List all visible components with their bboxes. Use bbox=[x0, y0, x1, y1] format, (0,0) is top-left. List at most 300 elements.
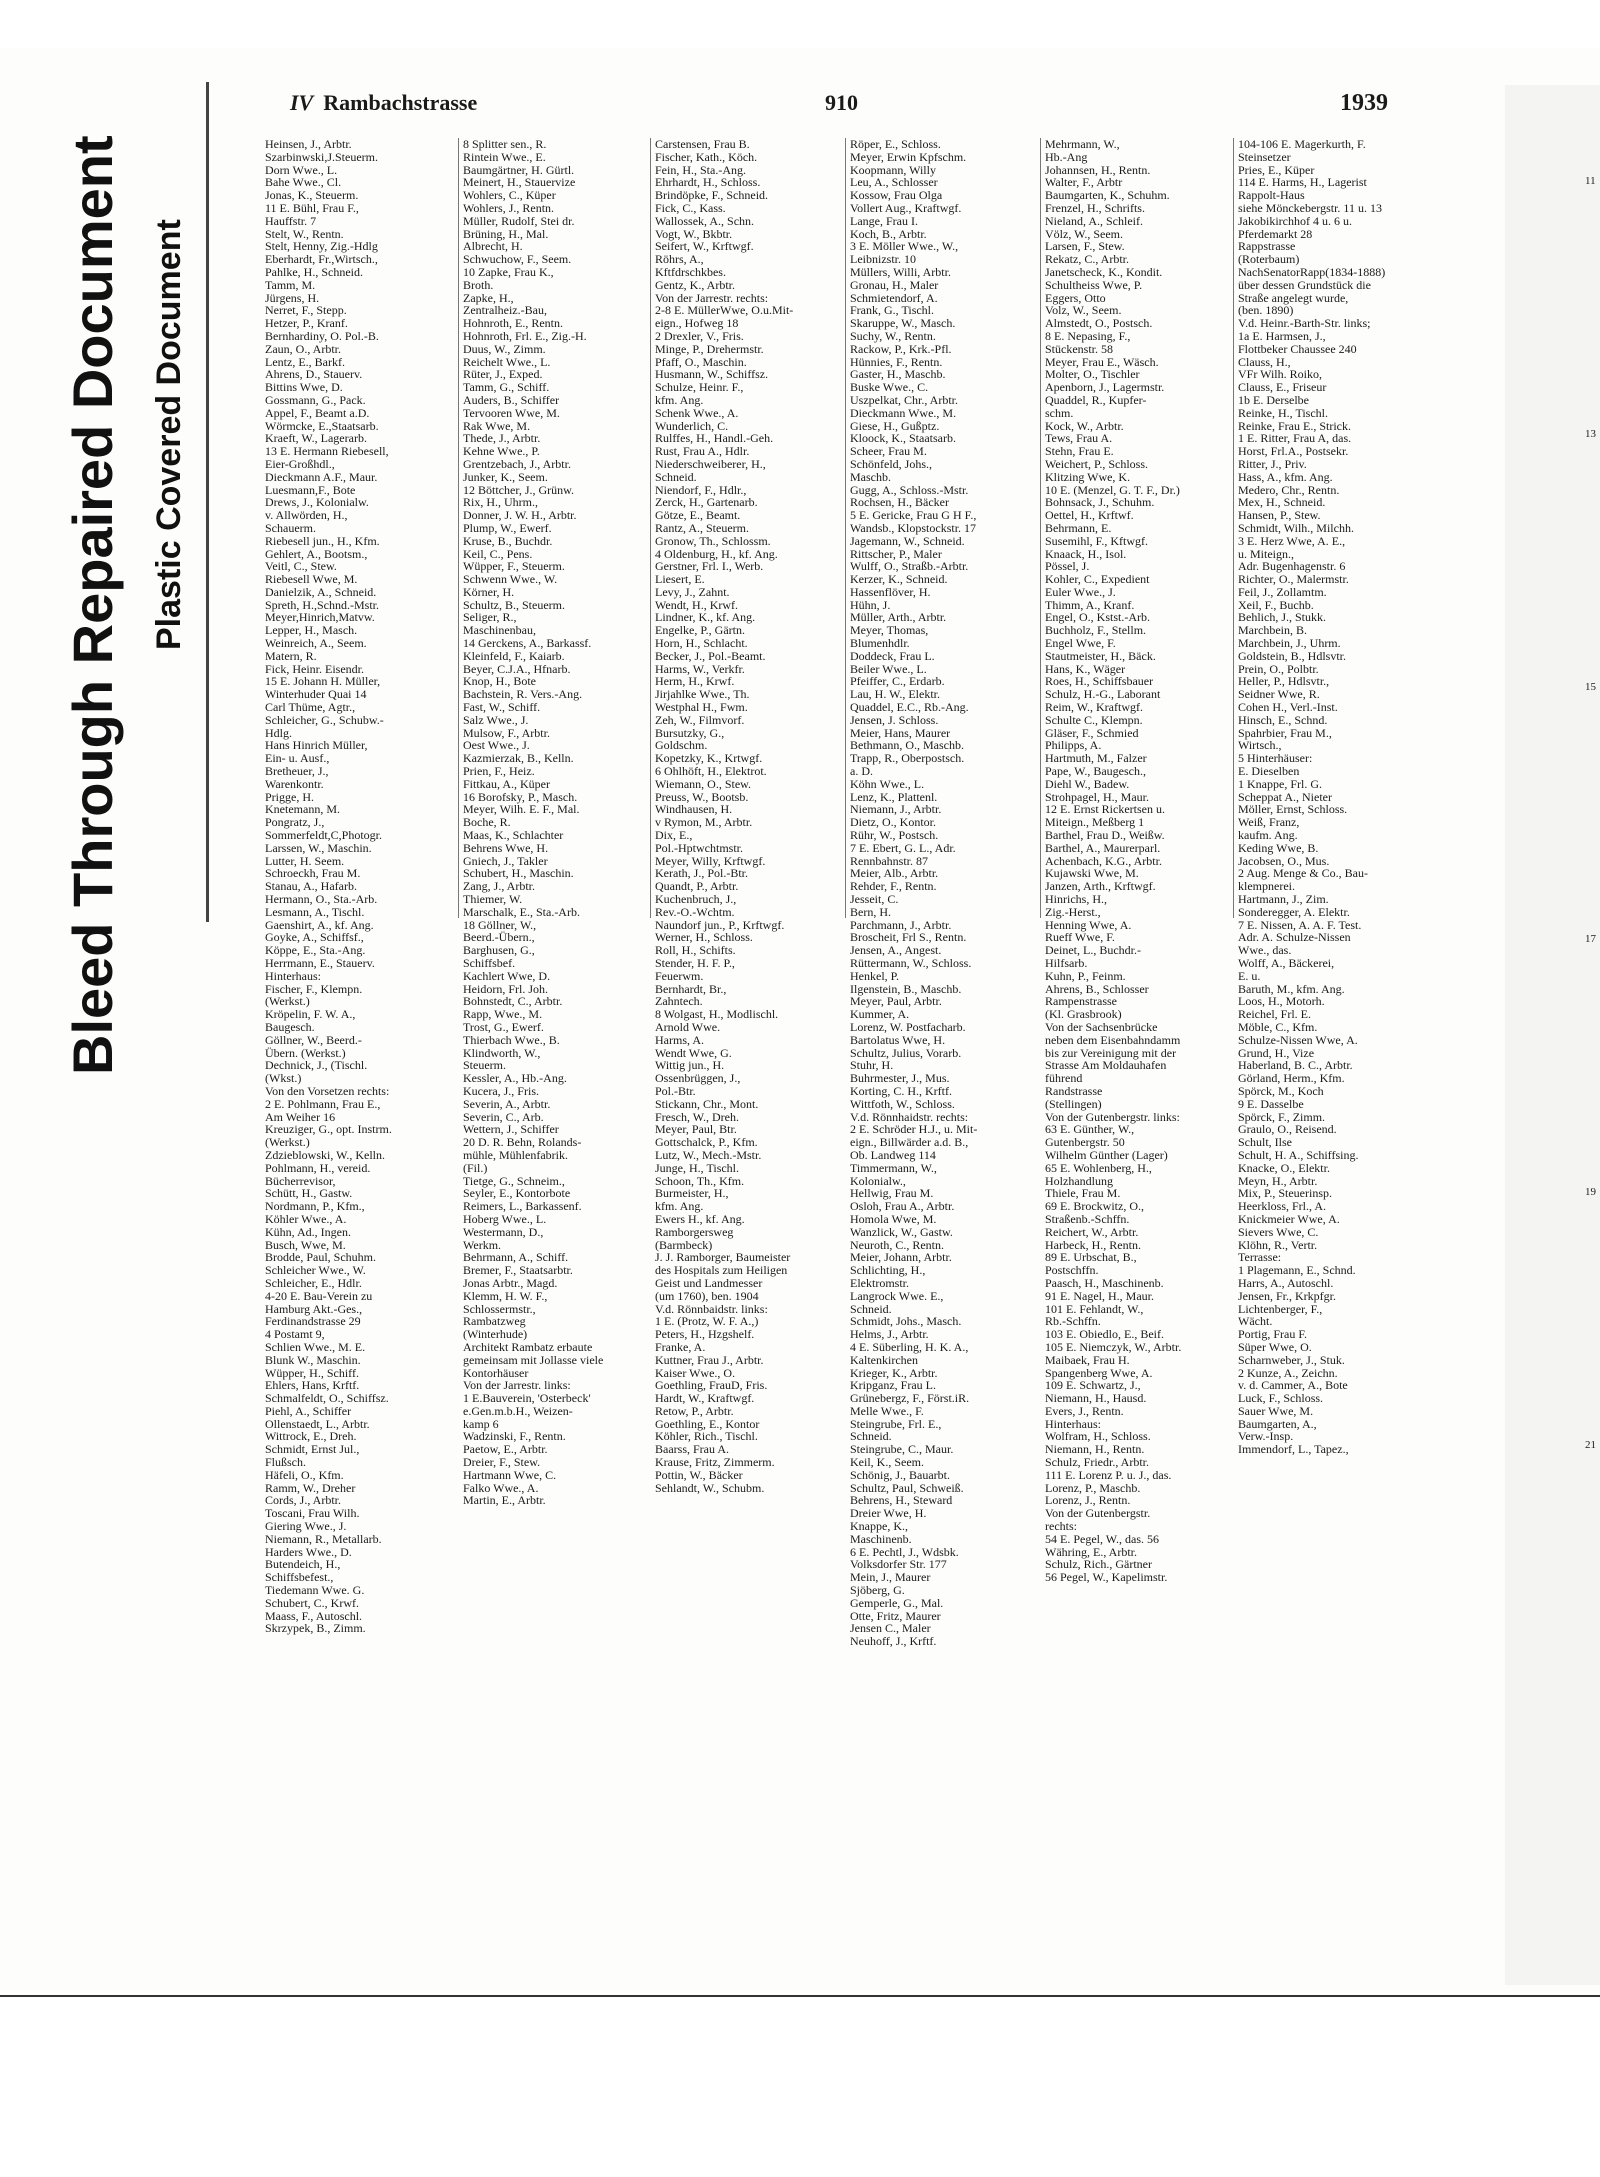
directory-entry: Bücherrevisor, bbox=[265, 1173, 336, 1188]
directory-entry: Rehder, F., Rentn. bbox=[850, 879, 937, 894]
directory-entry: 91 E. Nagel, H., Maur. bbox=[1045, 1288, 1154, 1303]
directory-entry: Tews, Frau A. bbox=[1045, 431, 1113, 446]
directory-entry: Plump, W., Ewerf. bbox=[463, 520, 552, 535]
directory-entry: Meyer, Thomas, bbox=[850, 623, 929, 638]
directory-entry: 9 E. Dasselbe bbox=[1238, 1096, 1304, 1111]
directory-entry: Stückenstr. 58 bbox=[1045, 341, 1113, 356]
directory-entry: Kopetzky, K., Krtwgf. bbox=[655, 751, 763, 766]
directory-entry: Evers, J., Rentn. bbox=[1045, 1403, 1124, 1418]
header-street-name: Rambachstrasse bbox=[323, 90, 478, 115]
directory-entry: Hinterhaus: bbox=[265, 968, 321, 983]
directory-entry: Fick, Heinr. Eisendr. bbox=[265, 661, 364, 676]
directory-entry: Flußsch. bbox=[265, 1455, 307, 1470]
directory-entry: Beiler Wwe., L. bbox=[850, 661, 927, 676]
directory-entry: Göllner, W., Beerd.- bbox=[265, 1032, 362, 1047]
directory-entry: Dix, E., bbox=[655, 828, 693, 843]
directory-entry: Meinert, H., Stauervize bbox=[463, 175, 576, 190]
directory-entry: Eggers, Otto bbox=[1045, 290, 1106, 305]
directory-entry: Bohnstedt, C., Arbtr. bbox=[463, 994, 563, 1009]
directory-entry: Buhrmester, J., Mus. bbox=[850, 1071, 950, 1086]
directory-entry: Rackow, P., Krk.-Pfl. bbox=[850, 341, 952, 356]
directory-entry: Niemann, H., Rentn. bbox=[1045, 1442, 1145, 1457]
directory-entry: 4 E. Süberling, H. K. A., bbox=[850, 1339, 969, 1354]
directory-entry: Tietge, G., Schneim., bbox=[463, 1173, 565, 1188]
directory-entry: Pottin, W., Bäcker bbox=[655, 1467, 743, 1482]
directory-entry: Jakobikirchhof 4 u. 6 u. bbox=[1238, 213, 1352, 228]
directory-entry: Spangenberg Wwe, A. bbox=[1045, 1365, 1153, 1380]
directory-entry: Vogt, W., Bkbtr. bbox=[655, 226, 733, 241]
directory-entry: Schmalfeldt, O., Schiffsz. bbox=[265, 1391, 389, 1406]
directory-entry: Clauss, H., bbox=[1238, 354, 1291, 369]
directory-entry: Schubert, C., Krwf. bbox=[265, 1595, 359, 1610]
directory-entry: Steuerm. bbox=[463, 1058, 506, 1073]
directory-entry: Heerkloss, Frl., A. bbox=[1238, 1199, 1326, 1214]
directory-entry: Hinsch, E., Schnd. bbox=[1238, 712, 1328, 727]
directory-entry: Kuttner, Frau J., Arbtr. bbox=[655, 1352, 764, 1367]
directory-entry: 5 E. Gericke, Frau G H F., bbox=[850, 508, 977, 523]
directory-entry: v Rymon, M., Arbtr. bbox=[655, 815, 753, 830]
directory-entry: Maibaek, Frau H. bbox=[1045, 1352, 1130, 1367]
directory-entry: (um 1760), ben. 1904 bbox=[655, 1288, 759, 1303]
directory-entry: Schroeckh, Frau M. bbox=[265, 866, 361, 881]
directory-entry: Hinterhaus: bbox=[1045, 1416, 1101, 1431]
directory-entry: 1 E. Ritter, Frau A, das. bbox=[1238, 431, 1352, 446]
directory-entry: Volz, W., Seem. bbox=[1045, 303, 1122, 318]
directory-entry: Rennbahnstr. 87 bbox=[850, 853, 928, 868]
directory-entry: Knickmeier Wwe, A. bbox=[1238, 1211, 1340, 1226]
directory-entry: Barghusen, G., bbox=[463, 943, 535, 958]
directory-entry: Barthel, A., Maurerparl. bbox=[1045, 840, 1161, 855]
directory-entry: Harms, W., Verkfr. bbox=[655, 661, 745, 676]
directory-entry: Schult, H. A., Schiffsing. bbox=[1238, 1147, 1359, 1162]
directory-entry: Kaltenkirchen bbox=[850, 1352, 918, 1367]
directory-entry: Harms, A. bbox=[655, 1032, 704, 1047]
directory-entry: Wallossek, A., Schn. bbox=[655, 213, 755, 228]
directory-entry: Jonas Arbtr., Magd. bbox=[463, 1275, 558, 1290]
directory-entry: Häfeli, O., Kfm. bbox=[265, 1467, 344, 1482]
directory-entry: Nerret, F., Stepp. bbox=[265, 303, 347, 318]
directory-entry: Rittscher, P., Maler bbox=[850, 546, 942, 561]
directory-entry: Zdzieblowski, W., Kelln. bbox=[265, 1147, 385, 1162]
directory-entry: Hellwig, Frau M. bbox=[850, 1186, 934, 1201]
plastic-covered-label: Plastic Covered Document bbox=[150, 219, 188, 650]
directory-entry: Meier, Hans, Maurer bbox=[850, 725, 951, 740]
directory-entry: Rochsen, H., Bäcker bbox=[850, 495, 949, 510]
directory-entry: Behrmann, E. bbox=[1045, 520, 1112, 535]
directory-entry: Skrzypek, B., Zimm. bbox=[265, 1621, 366, 1636]
directory-entry: Hoberg Wwe., L. bbox=[463, 1211, 547, 1226]
directory-entry: Kraeft, W., Lagerarb. bbox=[265, 431, 367, 446]
directory-entry: Schwuchow, F., Seem. bbox=[463, 252, 572, 267]
directory-entry: Schneid. bbox=[850, 1301, 892, 1316]
directory-entry: Frank, G., Tischl. bbox=[850, 303, 935, 318]
directory-entry: Wandsb., Klopstockstr. 17 bbox=[850, 520, 977, 535]
adjacent-fragment: 19 bbox=[1585, 1186, 1596, 1199]
directory-entry: Peters, H., Hzgshelf. bbox=[655, 1327, 755, 1342]
directory-entry: Ossenbrüggen, J., bbox=[655, 1071, 741, 1086]
directory-entry: Kloock, K., Staatsarb. bbox=[850, 431, 956, 446]
directory-entry: Fittkau, A., Küper bbox=[463, 776, 550, 791]
directory-entry: Gehlert, A., Bootsm., bbox=[265, 546, 368, 561]
directory-entry: Broth. bbox=[463, 277, 494, 292]
directory-entry: Weiß, Franz, bbox=[1238, 815, 1300, 830]
directory-entry: Keil, C., Pens. bbox=[463, 546, 533, 561]
directory-entry: (Wkst.) bbox=[265, 1071, 302, 1086]
directory-entry: Bahe Wwe., Cl. bbox=[265, 175, 342, 190]
directory-entry: Mulsow, F., Arbtr. bbox=[463, 725, 550, 740]
directory-entry: Pol.-Btr. bbox=[655, 1083, 696, 1098]
directory-entry: Nieland, A., Schleif. bbox=[1045, 213, 1143, 228]
directory-entry: Hinrichs, H., bbox=[1045, 892, 1107, 907]
directory-entry: Gläser, F., Schmied bbox=[1045, 725, 1139, 740]
directory-entry: Prien, F., Heiz. bbox=[463, 764, 535, 779]
directory-entry: NachSenatorRapp(1834-1888) bbox=[1238, 264, 1386, 279]
directory-entry: Meyer,Hinrich,Matvw. bbox=[265, 610, 375, 625]
directory-entry: Trost, G., Ewerf. bbox=[463, 1019, 544, 1034]
directory-entry: 18 Göllner, W., bbox=[463, 917, 537, 932]
directory-entry: Bremer, F., Staatsarbtr. bbox=[463, 1263, 573, 1278]
directory-entry: Hartmann Wwe, C. bbox=[463, 1467, 557, 1482]
directory-entry: Cords, J., Arbtr. bbox=[265, 1493, 342, 1508]
directory-entry: Baarss, Frau A. bbox=[655, 1442, 729, 1457]
header-roman: IV bbox=[290, 90, 314, 115]
directory-entry: Homola Wwe, M. bbox=[850, 1211, 937, 1226]
directory-entry: Veitl, C., Stew. bbox=[265, 559, 337, 574]
directory-entry: Nordmann, P., Kfm., bbox=[265, 1199, 365, 1214]
directory-entry: Meier, Johann, Arbtr. bbox=[850, 1250, 952, 1265]
directory-entry: Jagemann, W., Schneid. bbox=[850, 533, 965, 548]
directory-entry: Hans Hinrich Müller, bbox=[265, 738, 368, 753]
directory-entry: Kohler, C., Expedient bbox=[1045, 572, 1150, 587]
directory-entry: Retow, P., Arbtr. bbox=[655, 1403, 734, 1418]
directory-entry: Reichert, W., Arbtr. bbox=[1045, 1224, 1139, 1239]
directory-entry: Wulff, O., Straßb.-Arbtr. bbox=[850, 559, 969, 574]
directory-entry: Brüning, H., Mal. bbox=[463, 226, 549, 241]
directory-entry: 13 E. Hermann Riebesell, bbox=[265, 444, 389, 459]
directory-entry: kfm. Ang. bbox=[655, 392, 704, 407]
directory-entry: Behrens Wwe, H. bbox=[463, 840, 549, 855]
directory-entry: 6 E. Pechtl, J., Wdsbk. bbox=[850, 1544, 959, 1559]
directory-entry: 12 E. Ernst Rickertsen u. bbox=[1045, 802, 1165, 817]
directory-entry: Knappe, K., bbox=[850, 1519, 908, 1534]
directory-entry: Schulz, Rich., Gärtner bbox=[1045, 1557, 1152, 1572]
directory-entry: Pongratz, J., bbox=[265, 815, 325, 830]
directory-entry: Meyer, Paul, Arbtr. bbox=[850, 994, 942, 1009]
directory-entry: 89 E. Urbschat, B., bbox=[1045, 1250, 1137, 1265]
directory-entry: Straße angelegt wurde, bbox=[1238, 290, 1349, 305]
directory-entry: Bartolatus Wwe, H. bbox=[850, 1032, 946, 1047]
directory-entry: Schauerm. bbox=[265, 520, 316, 535]
directory-entry: siehe Mönckebergstr. 11 u. 13 bbox=[1238, 200, 1382, 215]
directory-entry: Hühn, J. bbox=[850, 597, 891, 612]
directory-entry: Junge, H., Tischl. bbox=[655, 1160, 740, 1175]
directory-entry: Sehlandt, W., Schubm. bbox=[655, 1480, 765, 1495]
directory-entry: Falko Wwe., A. bbox=[463, 1480, 539, 1495]
header-year: 1939 bbox=[1340, 90, 1388, 116]
directory-entry: Lau, H. W., Elektr. bbox=[850, 687, 940, 702]
directory-entry: Klitzing Wwe, K. bbox=[1045, 469, 1131, 484]
directory-entry: Minge, P., Drehermstr. bbox=[655, 341, 764, 356]
directory-entry: Gutenbergstr. 50 bbox=[1045, 1135, 1125, 1150]
directory-entry: Eier-Großhdl., bbox=[265, 456, 335, 471]
directory-entry: Kleinfeld, F., Kaiarb. bbox=[463, 648, 565, 663]
directory-entry: des Hospitals zum Heiligen bbox=[655, 1263, 788, 1278]
adjacent-fragment: 13 bbox=[1585, 427, 1596, 440]
directory-entry: Gemperle, G., Mal. bbox=[850, 1595, 944, 1610]
directory-entry: Wendt, H., Krwf. bbox=[655, 597, 739, 612]
directory-entry: Buchholz, F., Stellm. bbox=[1045, 623, 1147, 638]
directory-entry: Kummer, A. bbox=[850, 1007, 910, 1022]
directory-entry: Werner, H., Schloss. bbox=[655, 930, 753, 945]
directory-entry: Stender, H. F. P., bbox=[655, 956, 735, 970]
directory-entry: Müller, Rudolf, Stei dr. bbox=[463, 213, 575, 228]
directory-entry: Strohpagel, H., Maur. bbox=[1045, 789, 1149, 804]
directory-entry: Oest Wwe., J. bbox=[463, 738, 530, 753]
directory-entry: Postschffn. bbox=[1045, 1263, 1099, 1278]
directory-entry: Baumgarten, A., bbox=[1238, 1416, 1317, 1431]
directory-entry: Beyer, C.J.A., Hfnarb. bbox=[463, 661, 571, 676]
directory-entry: Susemihl, F., Kftwgf. bbox=[1045, 533, 1149, 548]
directory-entry: Straßenb.-Schffn. bbox=[1045, 1211, 1130, 1226]
directory-entry: Kripganz, Frau L. bbox=[850, 1378, 936, 1393]
directory-entry: Riebesell jun., H., Kfm. bbox=[265, 533, 380, 548]
directory-entry: Sauer Wwe, M. bbox=[1238, 1403, 1314, 1418]
directory-entry: Ferdinandstrasse 29 bbox=[265, 1314, 361, 1329]
directory-entry: Kruse, B., Buchdr. bbox=[463, 533, 553, 548]
directory-entry: Knacke, O., Elektr. bbox=[1238, 1160, 1330, 1175]
directory-entry: Wittig jun., H. bbox=[655, 1058, 725, 1073]
directory-entry: 1a E. Harmsen, J., bbox=[1238, 328, 1326, 343]
directory-entry: Maschinenbau, bbox=[463, 623, 536, 638]
directory-entry: Wilhelm Günther (Lager) bbox=[1045, 1147, 1168, 1162]
directory-entry: 109 E. Schwartz, J., bbox=[1045, 1378, 1141, 1393]
directory-entry: Wächt. bbox=[1238, 1314, 1273, 1329]
directory-entry: 8 E. Nepasing, F., bbox=[1045, 328, 1131, 343]
directory-entry: Jürgens, H. bbox=[265, 290, 320, 305]
directory-entry: Albrecht, H. bbox=[463, 239, 523, 254]
directory-entry: Schlossermstr., bbox=[463, 1301, 536, 1316]
directory-entry: Jensen, A., Angest. bbox=[850, 943, 942, 958]
directory-entry: J. J. Ramborger, Baumeister bbox=[655, 1250, 791, 1265]
directory-entry: Klöhn, R., Vertr. bbox=[1238, 1237, 1318, 1252]
directory-entry: Meyer, Paul, Btr. bbox=[655, 1122, 737, 1137]
directory-entry: Luck, F., Schloss. bbox=[1238, 1391, 1324, 1406]
directory-entry: Henning Wwe, A. bbox=[1045, 917, 1132, 932]
directory-entry: Möller, Ernst, Schloss. bbox=[1238, 802, 1348, 817]
directory-entry: Keil, K., Seem. bbox=[850, 1455, 924, 1470]
directory-entry: Krieger, K., Arbtr. bbox=[850, 1365, 938, 1380]
directory-entry: Schultz, B., Steuerm. bbox=[463, 597, 565, 612]
directory-entry: Trapp, R., Oberpostsch. bbox=[850, 751, 965, 766]
directory-entry: Gottschalck, P., Kfm. bbox=[655, 1135, 758, 1150]
directory-entry: Parchmann, J., Arbtr. bbox=[850, 917, 952, 932]
adjacent-fragment: 15 bbox=[1585, 680, 1596, 693]
directory-entry: Lutter, H. Seem. bbox=[265, 853, 345, 868]
directory-entry: Apenborn, J., Lagermstr. bbox=[1045, 380, 1165, 395]
directory-entry: Reinke, H., Tischl. bbox=[1238, 405, 1329, 420]
directory-entry: Lutz, W., Mech.-Mstr. bbox=[655, 1147, 762, 1162]
directory-entry: Kolonialw., bbox=[850, 1173, 906, 1188]
directory-entry: Gentz, K., Arbtr. bbox=[655, 277, 735, 292]
directory-entry: Wittrock, E., Dreh. bbox=[265, 1429, 357, 1444]
directory-entry: Am Weiher 16 bbox=[265, 1109, 336, 1124]
directory-entry: Ramm, W., Dreher bbox=[265, 1480, 356, 1495]
directory-entry: Leibnizstr. 10 bbox=[850, 252, 916, 267]
directory-entry: Hauffstr. 7 bbox=[265, 213, 317, 228]
directory-entry: Stanau, A., Hafarb. bbox=[265, 879, 357, 894]
directory-entry: Zig.-Herst., bbox=[1045, 904, 1101, 919]
directory-entry: Seliger, R., bbox=[463, 610, 517, 625]
directory-entry: Larssen, W., Maschin. bbox=[265, 840, 372, 855]
directory-entry: Gerstner, Frl. I., Werb. bbox=[655, 559, 764, 574]
directory-entry: Schultz, Paul, Schweiß. bbox=[850, 1480, 964, 1495]
directory-entry: Heidorn, Frl. Joh. bbox=[463, 981, 548, 996]
directory-entry: Pfeiffer, C., Erdarb. bbox=[850, 674, 945, 689]
directory-entry: Seifert, W., Krftwgf. bbox=[655, 239, 754, 254]
directory-entry: Kessler, A., Hb.-Ang. bbox=[463, 1071, 567, 1086]
directory-entry: Behlich, J., Stukk. bbox=[1238, 610, 1327, 625]
directory-entry: Kuhn, P., Feinm. bbox=[1045, 968, 1126, 983]
directory-entry: Blunk W., Maschin. bbox=[265, 1352, 361, 1367]
directory-entry: Wohlers, C., Küper bbox=[463, 188, 556, 203]
directory-entry: Ewers H., kf. Ang. bbox=[655, 1211, 745, 1226]
directory-entry: Kehne Wwe., P. bbox=[463, 444, 540, 459]
directory-entry: Henkel, P. bbox=[850, 968, 899, 983]
directory-entry: Behrens, H., Steward bbox=[850, 1493, 953, 1508]
directory-entry: Deinet, L., Buchdr.- bbox=[1045, 943, 1141, 958]
directory-entry: Meyer, Willy, Krftwgf. bbox=[655, 853, 766, 868]
directory-entry: Szarbinwski,J.Steuerm. bbox=[265, 149, 378, 164]
directory-entry: Rapp, Wwe., M. bbox=[463, 1007, 543, 1022]
directory-entry: Rappstrasse bbox=[1238, 239, 1296, 254]
directory-entry: 16 Borofsky, P., Masch. bbox=[463, 789, 578, 804]
directory-entry: Volksdorfer Str. 177 bbox=[850, 1557, 947, 1572]
directory-entry: Diehl W., Badew. bbox=[1045, 776, 1130, 791]
directory-entry: Übern. (Werkst.) bbox=[265, 1045, 346, 1060]
directory-entry: Cohen H., Verl.-Inst. bbox=[1238, 700, 1338, 715]
directory-entry: Kontorhäuser bbox=[463, 1365, 529, 1380]
directory-entry: 2 Aug. Menge & Co., Bau- bbox=[1238, 866, 1368, 881]
directory-entry: Stuhr, H. bbox=[850, 1058, 894, 1073]
directory-entry: Scheppat A., Nieter bbox=[1238, 789, 1332, 804]
directory-entry: schm. bbox=[1045, 405, 1074, 420]
directory-entry: Danielzik, A., Schneid. bbox=[265, 584, 377, 599]
directory-entry: E. Dieselben bbox=[1238, 764, 1300, 779]
directory-entry: Haberland, B. C., Arbtr. bbox=[1238, 1058, 1353, 1073]
directory-entry: Herrmann, E., Stauerv. bbox=[265, 956, 375, 970]
directory-entry: Sjöberg, G. bbox=[850, 1583, 905, 1598]
directory-entry: Frenzel, H., Schrifts. bbox=[1045, 200, 1145, 215]
directory-entry: Stickann, Chr., Mont. bbox=[655, 1096, 759, 1111]
directory-entry: Lenz, K., Plattenl. bbox=[850, 789, 938, 804]
directory-entry: (Stellingen) bbox=[1045, 1096, 1102, 1111]
directory-entry: Goyke, A., Schiffsf., bbox=[265, 930, 364, 945]
directory-entry: (Barmbeck) bbox=[655, 1237, 713, 1252]
bleed-through-label: Bleed Through Repaired Document bbox=[61, 135, 124, 1075]
directory-entry: Rb.-Schffn. bbox=[1045, 1314, 1101, 1329]
directory-entry: Skaruppe, W., Masch. bbox=[850, 316, 956, 331]
directory-entry: Köppe, E., Sta.-Ang. bbox=[265, 943, 366, 958]
directory-entry: 7 E. Ebert, G. L., Adr. bbox=[850, 840, 956, 855]
directory-entry: Zahntech. bbox=[655, 994, 703, 1009]
directory-entry: 8 Wolgast, H., Modlischl. bbox=[655, 1007, 779, 1022]
directory-entry: (Fil.) bbox=[463, 1160, 488, 1175]
directory-entry: Dorn Wwe., L. bbox=[265, 162, 338, 177]
directory-entry: Flottbeker Chaussee 240 bbox=[1238, 341, 1357, 356]
directory-entry: Wüpper, H., Schiff. bbox=[265, 1365, 359, 1380]
directory-entry: Euler Wwe., J. bbox=[1045, 584, 1116, 599]
directory-entry: Terrasse: bbox=[1238, 1250, 1282, 1265]
directory-entry: Lorenz, W. Postfacharb. bbox=[850, 1019, 966, 1034]
directory-entry: Hartmuth, M., Falzer bbox=[1045, 751, 1147, 766]
directory-entry: 4 Postamt 9, bbox=[265, 1327, 325, 1342]
directory-entry: Bernhardiny, O. Pol.-B. bbox=[265, 328, 379, 343]
directory-entry: Kröpelin, F. W. A., bbox=[265, 1007, 356, 1022]
directory-entry: Ritter, J., Priv. bbox=[1238, 456, 1307, 471]
directory-entry: Korting, C. H., Krftf. bbox=[850, 1083, 952, 1098]
directory-entry: Hartmann, J., Zim. bbox=[1238, 892, 1329, 907]
directory-entry: Prigge, H. bbox=[265, 789, 314, 804]
directory-entry: 6 Ohlhöft, H., Elektrot. bbox=[655, 764, 767, 779]
directory-entry: Spahrbier, Frau M., bbox=[1238, 725, 1332, 740]
directory-entry: Eberhardt, Fr.,Wirtsch., bbox=[265, 252, 378, 267]
directory-entry: Preuss, W., Bootsb. bbox=[655, 789, 749, 804]
directory-entry: Stautmeister, H., Bäck. bbox=[1045, 648, 1156, 663]
directory-entry: Klemm, H. W. F., bbox=[463, 1288, 548, 1303]
directory-entry: Wunderlich, C. bbox=[655, 418, 729, 433]
directory-entry: Walter, F., Arbtr bbox=[1045, 175, 1123, 190]
directory-entry: Wohlers, J., Rentn. bbox=[463, 200, 555, 215]
directory-entry: Schult, Ilse bbox=[1238, 1135, 1292, 1150]
directory-entry: Grünebergz, F., Först.iR. bbox=[850, 1391, 970, 1406]
directory-entry: Auders, B., Schiffer bbox=[463, 392, 560, 407]
directory-entry: Helms, J., Arbtr. bbox=[850, 1327, 929, 1342]
directory-entry: Schmidt, Wilh., Milchh. bbox=[1238, 520, 1354, 535]
directory-entry: Kujawski Wwe, M. bbox=[1045, 866, 1139, 881]
directory-entry: Wadzinski, F., Rentn. bbox=[463, 1429, 566, 1444]
directory-entry: VFr Wilh. Roiko, bbox=[1238, 367, 1322, 382]
directory-entry: Hassenflöver, H. bbox=[850, 584, 931, 599]
directory-entry: Gronow, Th., Schlossm. bbox=[655, 533, 771, 548]
directory-entry: Dreier, F., Stew. bbox=[463, 1455, 541, 1470]
directory-entry: Köhn Wwe., L. bbox=[850, 776, 925, 791]
directory-entry: 8 Splitter sen., R. bbox=[463, 137, 547, 151]
directory-entry: Rev.-O.-Wchtm. bbox=[655, 904, 735, 919]
directory-entry: Schiffsbefest., bbox=[265, 1570, 334, 1585]
directory-entry: Fresch, W., Dreh. bbox=[655, 1109, 739, 1124]
directory-entry: 2-8 E. MüllerWwe, O.u.Mit- bbox=[655, 303, 794, 318]
directory-entry: Grund, H., Vize bbox=[1238, 1045, 1315, 1060]
directory-entry: Rulffes, H., Handl.-Geh. bbox=[655, 431, 774, 446]
directory-entry: Dechnick, J., (Tischl. bbox=[265, 1058, 368, 1073]
directory-entry: Janzen, Arth., Krftwgf. bbox=[1045, 879, 1156, 894]
directory-entry: Schmidt, Johs., Masch. bbox=[850, 1314, 962, 1329]
directory-entry: Becker, J., Pol.-Beamt. bbox=[655, 648, 766, 663]
directory-entry: Wirtsch., bbox=[1238, 738, 1282, 753]
directory-entry: u. Miteign., bbox=[1238, 546, 1294, 561]
directory-entry: Lichtenberger, F., bbox=[1238, 1301, 1323, 1316]
directory-entry: Leu, A., Schlosser bbox=[850, 175, 938, 190]
directory-entry: Schneid. bbox=[655, 469, 697, 484]
directory-entry: Von der Sachsenbrücke bbox=[1045, 1019, 1158, 1034]
directory-entry: Liesert, E. bbox=[655, 572, 705, 587]
directory-entry: Vollert Aug., Kraftwgf. bbox=[850, 200, 962, 215]
directory-entry: Schmidt, Ernst Jul., bbox=[265, 1442, 360, 1457]
directory-entry: 65 E. Wohlenberg, H., bbox=[1045, 1160, 1152, 1175]
directory-entry: Wittfoth, W., Schloss. bbox=[850, 1096, 955, 1111]
directory-entry: eign., Hofweg 18 bbox=[655, 316, 739, 331]
directory-entry: 101 E. Fehlandt, W., bbox=[1045, 1301, 1144, 1316]
